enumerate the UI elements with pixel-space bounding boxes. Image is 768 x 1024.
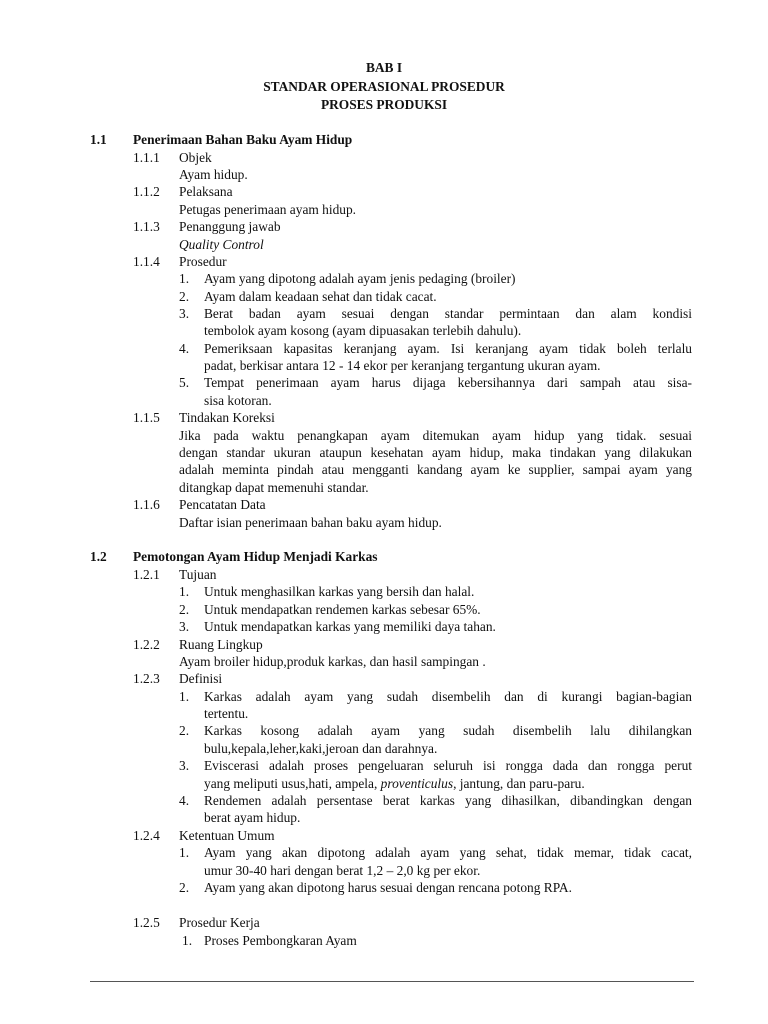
paragraph-line: dengan standar ukuran ataupun kesehatan ayam hidup, maka tindakan yang dilakukan (179, 445, 692, 460)
list-item: Pemeriksaan kapasitas keranjang ayam. Isi keranjang ayam tidak boleh terlalu (204, 341, 692, 356)
subsection-number: 1.1.3 (133, 219, 160, 234)
list-item-continuation: sisa kotoran. (204, 393, 272, 408)
subsection-label: Ruang Lingkup (179, 637, 263, 652)
text-run: yang meliputi usus,hati, ampela, (204, 776, 381, 791)
list-item: Untuk menghasilkan karkas yang bersih dan halal. (204, 584, 475, 599)
subsection-number: 1.2.4 (133, 828, 160, 843)
list-item: Ayam yang dipotong adalah ayam jenis pedaging (broiler) (204, 271, 516, 286)
subsection-number: 1.1.6 (133, 497, 160, 512)
list-number: 1. (179, 689, 190, 704)
list-item: Ayam dalam keadaan sehat dan tidak cacat. (204, 289, 437, 304)
subsection-label: Objek (179, 150, 212, 165)
subsection-label: Pelaksana (179, 184, 233, 199)
list-number: 5. (179, 375, 190, 390)
subsection-number: 1.1.4 (133, 254, 160, 269)
list-number: 1. (179, 845, 190, 860)
list-number: 4. (179, 341, 190, 356)
section-heading: Pemotongan Ayam Hidup Menjadi Karkas (133, 549, 378, 564)
subsection-label: Prosedur (179, 254, 227, 269)
subsection-label: Definisi (179, 671, 223, 686)
list-item: Proses Pembongkaran Ayam (204, 933, 357, 948)
section-heading: Penerimaan Bahan Baku Ayam Hidup (133, 132, 353, 147)
list-item: Karkas adalah ayam yang sudah disembelih dan di kurangi bagian-bagian (204, 689, 692, 704)
list-item: Eviscerasi adalah proses pengeluaran seluruh isi rongga dada dan rongga perut (204, 758, 692, 773)
list-number: 3. (179, 619, 190, 634)
list-number: 1. (179, 584, 190, 599)
list-number: 2. (179, 602, 190, 617)
paragraph-line: ditangkap dapat memenuhi standar. (179, 480, 369, 495)
subsection-label: Tindakan Koreksi (179, 410, 275, 425)
text-run: , jantung, dan paru-paru. (453, 776, 585, 791)
list-number: 1. (182, 933, 193, 948)
list-item: Ayam yang akan dipotong adalah ayam yang sehat, tidak memar, tidak cacat, (204, 845, 692, 860)
subsection-text: Petugas penerimaan ayam hidup. (179, 202, 357, 217)
subsection-number: 1.2.3 (133, 671, 160, 686)
list-item-continuation: bulu,kepala,leher,kaki,jeroan dan darahnya. (204, 741, 438, 756)
list-item: Karkas kosong adalah ayam yang sudah disembelih lalu dihilangkan (204, 723, 692, 738)
list-item: Untuk mendapatkan karkas yang memiliki daya tahan. (204, 619, 496, 634)
list-item: Untuk mendapatkan rendemen karkas sebesar 65%. (204, 602, 481, 617)
list-number: 3. (179, 306, 190, 321)
chapter-label: BAB I (365, 60, 403, 75)
list-number: 4. (179, 793, 190, 808)
list-number: 1. (179, 271, 190, 286)
list-item-continuation: berat ayam hidup. (204, 810, 301, 825)
paragraph-line: adalah meminta pindah atau mengganti kandang ayam ke supplier, sampai ayam yang (179, 462, 692, 477)
section-number: 1.2 (90, 549, 107, 564)
subsection-number: 1.1.5 (133, 410, 160, 425)
list-item-continuation: tembolok ayam kosong (ayam dipuasakan terlebih dahulu). (204, 323, 522, 338)
list-number: 2. (179, 289, 190, 304)
subsection-text: Ayam hidup. (179, 167, 248, 182)
list-item-continuation: umur 30-40 hari dengan berat 1,2 – 2,0 kg per ekor. (204, 863, 481, 878)
document-title: STANDAR OPERASIONAL PROSEDUR (263, 79, 505, 94)
subsection-number: 1.2.2 (133, 637, 160, 652)
subsection-number: 1.1.2 (133, 184, 160, 199)
subsection-number: 1.1.1 (133, 150, 160, 165)
list-item: Rendemen adalah persentase berat karkas yang dihasilkan, dibandingkan dengan (204, 793, 692, 808)
subsection-text: Ayam broiler hidup,produk karkas, dan hasil sampingan . (179, 654, 486, 669)
subsection-number: 1.2.5 (133, 915, 160, 930)
subsection-label: Tujuan (179, 567, 217, 582)
subsection-text: Daftar isian penerimaan bahan baku ayam hidup. (179, 515, 442, 530)
list-number: 3. (179, 758, 190, 773)
subsection-number: 1.2.1 (133, 567, 160, 582)
document-subtitle: PROSES PRODUKSI (320, 97, 448, 112)
subsection-text: Quality Control (179, 237, 264, 252)
list-item-continuation: padat, berkisar antara 12 - 14 ekor per keranjang tergantung ukuran ayam. (204, 358, 601, 373)
list-item: Tempat penerimaan ayam harus dijaga kebersihannya dari sampah atau sisa- (204, 375, 692, 390)
list-number: 2. (179, 723, 190, 738)
list-item: Ayam yang akan dipotong harus sesuai dengan rencana potong RPA. (204, 880, 572, 895)
section-number: 1.1 (90, 132, 107, 147)
subsection-label: Pencatatan Data (179, 497, 266, 512)
list-item-continuation (204, 775, 585, 792)
list-item: Berat badan ayam sesuai dengan standar permintaan dan alam kondisi (204, 306, 692, 321)
subsection-label: Prosedur Kerja (179, 915, 260, 930)
footer-divider (90, 981, 694, 982)
list-number: 2. (179, 880, 190, 895)
paragraph-line: Jika pada waktu penangkapan ayam ditemukan ayam hidup yang tidak. sesuai (179, 428, 692, 443)
subsection-label: Penanggung jawab (179, 219, 281, 234)
list-item-continuation: tertentu. (204, 706, 249, 721)
subsection-label: Ketentuan Umum (179, 828, 275, 843)
italic-term: proventiculus (380, 776, 454, 791)
